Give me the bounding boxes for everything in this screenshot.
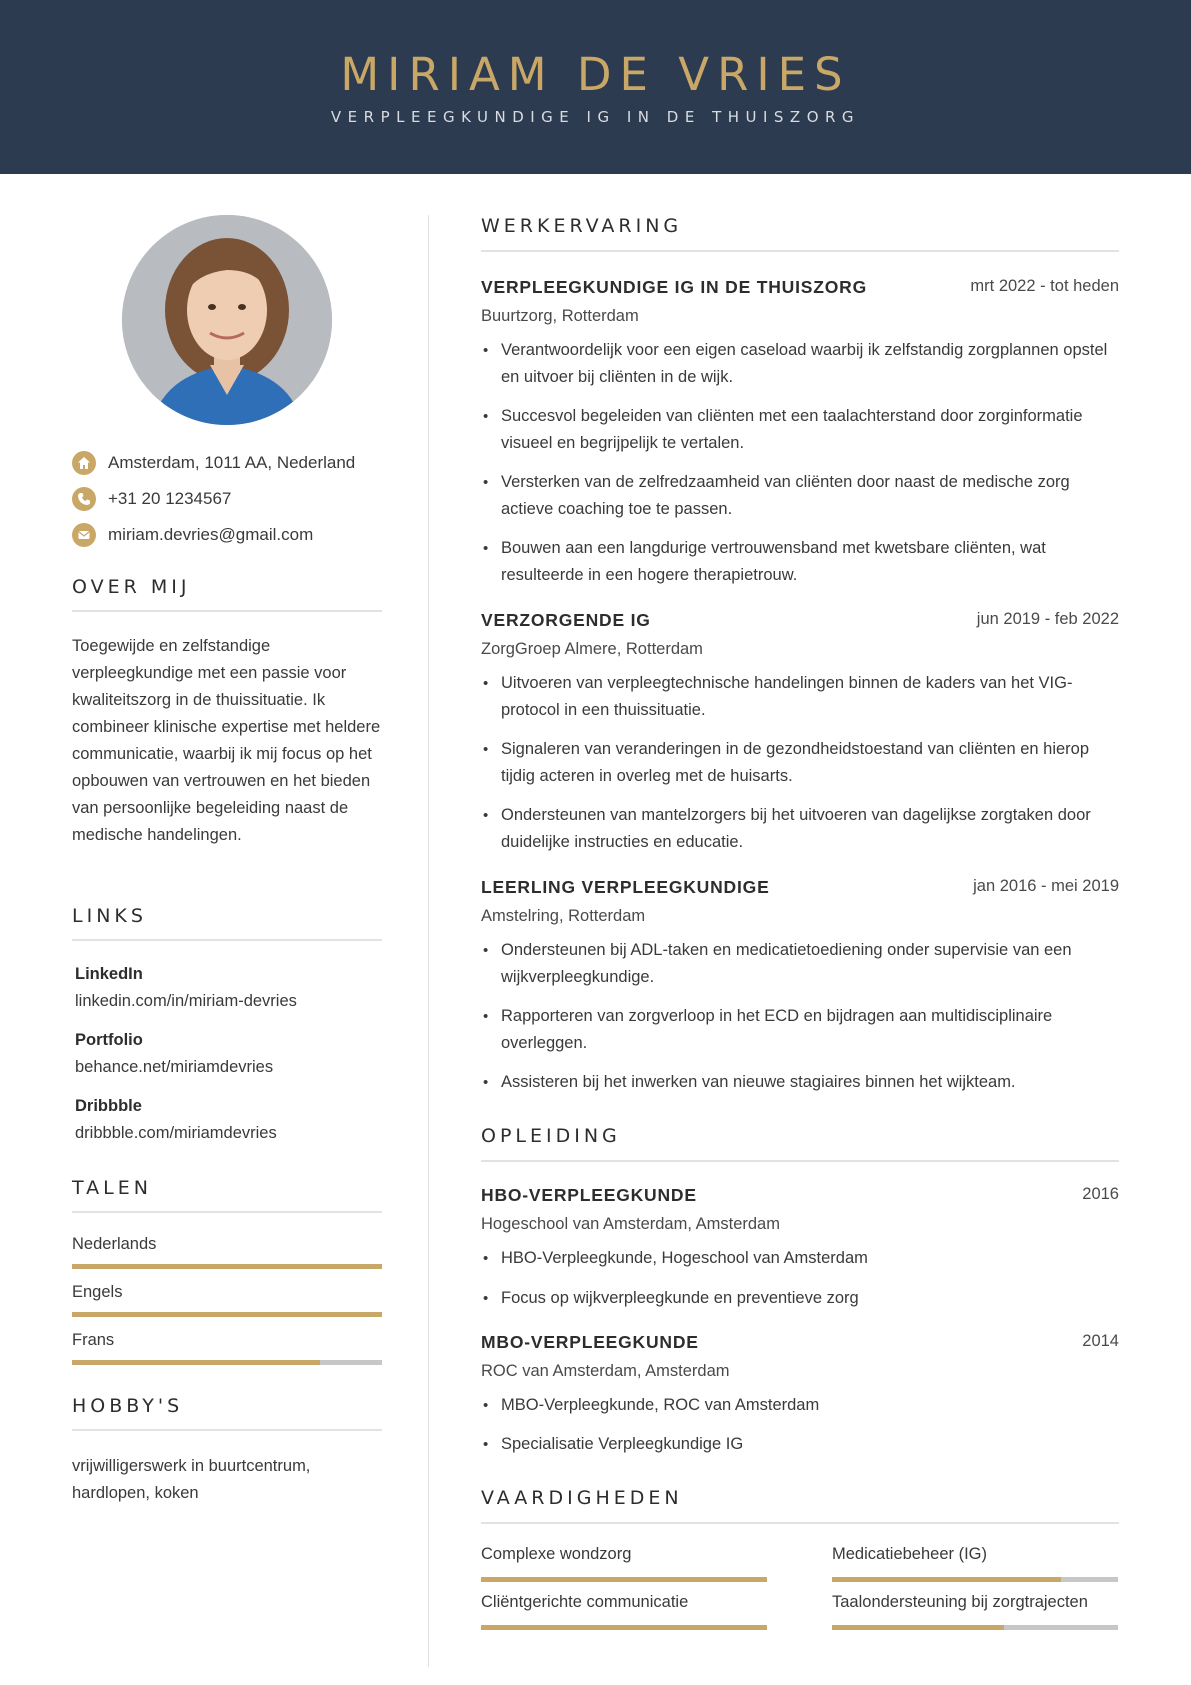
job-org: Amstelring, Rotterdam xyxy=(481,907,646,925)
education-bullet: • HBO-Verpleegkunde, Hogeschool van Amsterdam xyxy=(481,1245,1119,1272)
link-url-linkedin[interactable]: linkedin.com/in/miriam-devries xyxy=(75,992,297,1010)
job-org: Buurtzorg, Rotterdam xyxy=(481,307,639,325)
candidate-role: VERPLEEGKUNDIGE IG IN DE THUISZORG xyxy=(330,108,861,126)
skill-item xyxy=(481,1545,767,1564)
column-divider xyxy=(428,215,429,1667)
link-url-portfolio[interactable]: behance.net/miriamdevries xyxy=(75,1058,274,1076)
education-bullet: • MBO-Verpleegkunde, ROC van Amsterdam xyxy=(481,1392,1119,1419)
hobbies-divider xyxy=(72,1429,382,1431)
link-label-linkedin: LinkedIn xyxy=(75,965,143,983)
phone-icon xyxy=(72,487,96,511)
job-bullet: • Assisteren bij het inwerken van nieuwe stagiaires binnen het wijkteam. xyxy=(481,1069,1119,1096)
contact-address xyxy=(72,450,382,476)
address-text: Amsterdam, 1011 AA, Nederland xyxy=(108,453,356,472)
education-bullet: • Focus op wijkverpleegkunde en preventieve zorg xyxy=(481,1285,1119,1312)
job-date: mrt 2022 - tot heden xyxy=(970,277,1119,295)
profile-photo xyxy=(122,215,332,425)
links-divider xyxy=(72,939,382,941)
skill-level-fill xyxy=(481,1625,767,1630)
skill-name: Medicatiebeheer (IG) xyxy=(832,1545,987,1563)
skill-level-fill xyxy=(832,1625,1004,1630)
education-title-item: MBO-VERPLEEGKUNDE xyxy=(481,1332,699,1352)
about-title: OVER MIJ xyxy=(72,576,191,598)
about-divider xyxy=(72,610,382,612)
hobbies-text: vrijwilligerswerk in buurtcentrum, hardlopen, koken xyxy=(72,1457,311,1502)
job-bullet: • Bouwen aan een langdurige vertrouwensband met kwetsbare cliënten, wat resulteerde in een hogere therapietrouw. xyxy=(481,535,1119,589)
about-text: Toegewijde en zelfstandige verpleegkundige met een passie voor kwaliteitszorg in de thuissituatie. Ik combineer klinische expertise met heldere communicatie, waarbij ik mij focus op het opbouwen van vertrouwen en het bieden van persoonlijke begeleiding naast de medische handelingen. xyxy=(72,637,381,844)
job-org: ZorgGroep Almere, Rotterdam xyxy=(481,640,703,658)
job-bullet: • Versterken van de zelfredzaamheid van cliënten door naast de medische zorg actieve coaching toe te passen. xyxy=(481,469,1119,523)
skills-divider xyxy=(481,1522,1119,1524)
candidate-name: MIRIAM DE VRIES xyxy=(340,48,851,101)
contact-phone xyxy=(72,486,382,512)
job-bullet: • Ondersteunen bij ADL-taken en medicatietoediening onder supervisie van een wijkverpleegkundige. xyxy=(481,937,1119,991)
education-divider xyxy=(481,1160,1119,1162)
skill-item xyxy=(832,1593,1118,1612)
skill-level-fill xyxy=(481,1577,767,1582)
link-label-dribbble: Dribbble xyxy=(75,1097,142,1115)
education-year: 2014 xyxy=(1082,1332,1119,1350)
contact-email xyxy=(72,522,382,548)
languages-divider xyxy=(72,1211,382,1213)
email-text[interactable]: miriam.devries@gmail.com xyxy=(108,525,314,544)
skill-item xyxy=(832,1545,1118,1564)
home-icon xyxy=(72,451,96,475)
skills-title: VAARDIGHEDEN xyxy=(481,1487,683,1509)
job-bullet: • Verantwoordelijk voor een eigen caseload waarbij ik zelfstandig zorgplannen opstel en uitvoer bij cliënten in de wijk. xyxy=(481,337,1119,391)
job-title: VERPLEEGKUNDIGE IG IN DE THUISZORG xyxy=(481,277,867,297)
language-name: Engels xyxy=(72,1283,123,1301)
job-date: jun 2019 - feb 2022 xyxy=(976,610,1119,628)
page-header xyxy=(0,0,1191,174)
link-label-portfolio: Portfolio xyxy=(75,1031,143,1049)
link-url-dribbble[interactable]: dribbble.com/miriamdevries xyxy=(75,1124,277,1142)
job-bullet: • Signaleren van veranderingen in de gezondheidstoestand van cliënten en hierop tijdig acteren in overleg met de huisarts. xyxy=(481,736,1119,790)
education-bullet: • Specialisatie Verpleegkundige IG xyxy=(481,1431,1119,1458)
job-bullet: • Ondersteunen van mantelzorgers bij het uitvoeren van dagelijkse zorgtaken door duidelijke instructies en educatie. xyxy=(481,802,1119,856)
experience-title: WERKERVARING xyxy=(481,215,683,237)
mail-icon xyxy=(72,523,96,547)
job-bullet: • Succesvol begeleiden van cliënten met een taalachterstand door zorginformatie visueel en begrijpelijk te vertalen. xyxy=(481,403,1119,457)
phone-text[interactable]: +31 20 1234567 xyxy=(108,489,232,508)
job-bullet: • Uitvoeren van verpleegtechnische handelingen binnen de kaders van het VIG-protocol in een thuissituatie. xyxy=(481,670,1119,724)
education-title: OPLEIDING xyxy=(481,1125,621,1147)
skill-level-bar xyxy=(481,1577,767,1582)
skill-item xyxy=(481,1593,767,1612)
language-level-fill xyxy=(72,1264,382,1269)
education-school: ROC van Amsterdam, Amsterdam xyxy=(481,1362,730,1380)
language-name: Frans xyxy=(72,1331,115,1349)
education-year: 2016 xyxy=(1082,1185,1119,1203)
job-bullet: • Rapporteren van zorgverloop in het ECD en bijdragen aan multidisciplinaire overleggen. xyxy=(481,1003,1119,1057)
education-school: Hogeschool van Amsterdam, Amsterdam xyxy=(481,1215,780,1233)
languages-title: TALEN xyxy=(72,1177,152,1199)
language-level-fill xyxy=(72,1312,382,1317)
hobbies-title: HOBBY'S xyxy=(72,1395,184,1417)
skill-name: Cliëntgerichte communicatie xyxy=(481,1593,689,1611)
avatar-illustration xyxy=(122,215,332,425)
job-title: LEERLING VERPLEEGKUNDIGE xyxy=(481,877,770,897)
language-name: Nederlands xyxy=(72,1235,157,1253)
skill-level-bar xyxy=(832,1625,1118,1630)
skill-level-fill xyxy=(832,1577,1061,1582)
skill-name: Taalondersteuning bij zorgtrajecten xyxy=(832,1593,1088,1611)
skill-level-bar xyxy=(481,1625,767,1630)
skill-level-bar xyxy=(832,1577,1118,1582)
language-level-bar xyxy=(72,1360,382,1365)
education-title-item: HBO-VERPLEEGKUNDE xyxy=(481,1185,697,1205)
language-level-bar xyxy=(72,1264,382,1269)
links-title: LINKS xyxy=(72,905,147,927)
language-level-fill xyxy=(72,1360,320,1365)
job-date: jan 2016 - mei 2019 xyxy=(973,877,1119,895)
language-level-bar xyxy=(72,1312,382,1317)
job-title: VERZORGENDE IG xyxy=(481,610,651,630)
skill-name: Complexe wondzorg xyxy=(481,1545,632,1563)
experience-divider xyxy=(481,250,1119,252)
